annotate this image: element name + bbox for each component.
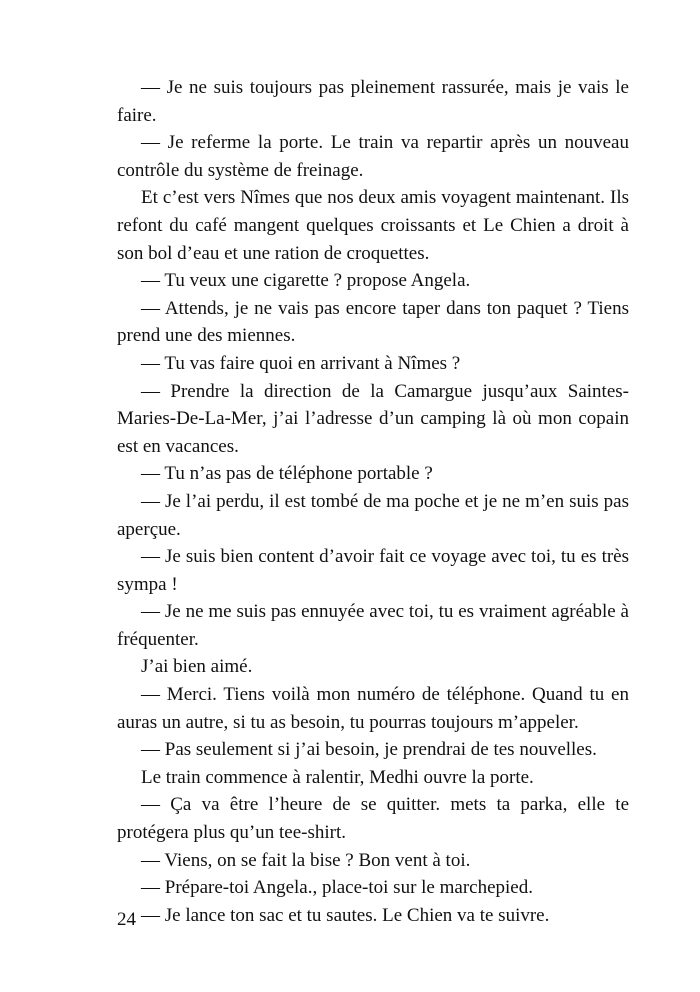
paragraph: — Je referme la porte. Le train va repartir après un nouveau contrôle du système de freinage. [117, 132, 629, 181]
paragraph: — Je suis bien content d’avoir fait ce voyage avec toi, tu es très sympa ! [117, 546, 629, 595]
paragraph: — Je l’ai perdu, il est tombé de ma poche et je ne m’en suis pas aperçue. [117, 490, 629, 540]
paragraph: — Tu n’as pas de téléphone portable ? [141, 463, 433, 485]
paragraph: Le train commence à ralentir, Medhi ouvre la porte. [141, 766, 534, 788]
paragraph: — Prendre la direction de la Camargue jusqu’aux Saintes-Maries-De-La-Mer, j’ai l’adresse d’un camping là où mon copain est en vacances. [117, 380, 629, 457]
page-body [117, 74, 629, 929]
paragraph: — Je ne suis toujours pas pleinement rassurée, mais je vais le faire. [117, 77, 629, 126]
paragraph: — Je ne me suis pas ennuyée avec toi, tu es vraiment agréable à fréquenter. [117, 601, 629, 650]
paragraph: — Tu vas faire quoi en arrivant à Nîmes ? [141, 352, 461, 374]
paragraph: — Viens, on se fait la bise ? Bon vent à toi. [141, 849, 471, 871]
page-number: 24 [117, 909, 136, 930]
paragraph: — Pas seulement si j’ai besoin, je prendrai de tes nouvelles. [141, 739, 597, 761]
paragraph: — Ça va être l’heure de se quitter. mets ta parka, elle te protégera plus qu’un tee-shirt. [117, 794, 629, 844]
paragraph: J’ai bien aimé. [141, 656, 253, 678]
paragraph: — Je lance ton sac et tu sautes. Le Chien va te suivre. [141, 904, 550, 926]
paragraph: Et c’est vers Nîmes que nos deux amis voyagent maintenant. Ils refont du café mangent quelques croissants et Le Chien a droit à son bol d’eau et une ration de croquettes. [117, 187, 629, 264]
paragraph: — Merci. Tiens voilà mon numéro de téléphone. Quand tu en auras un autre, si tu as besoin, tu pourras toujours m’appeler. [117, 684, 629, 733]
paragraph: — Attends, je ne vais pas encore taper dans ton paquet ? Tiens prend une des miennes. [117, 297, 629, 347]
paragraph: — Prépare-toi Angela., place-toi sur le marchepied. [141, 877, 533, 899]
paragraph: — Tu veux une cigarette ? propose Angela. [141, 270, 471, 292]
